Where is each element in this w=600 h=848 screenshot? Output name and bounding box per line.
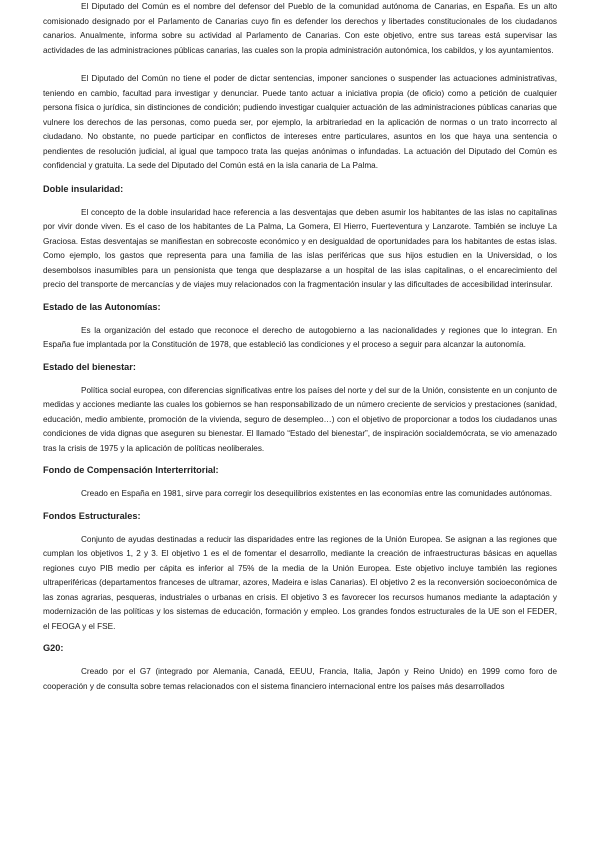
- paragraph-estado-bienestar: Política social europea, con diferencias significativas entre los países del norte y del sur de la Unión, consistente en un conjunto de medidas y acciones mediante las cuales los gobiernos se han responsabilizado de un número creciente de servicios y prestaciones (sanidad, educación, medio ambiente, promoción de la vivienda, seguro de desempleo…) con el objetivo de proporcionar a todos los ciudadanos unas condiciones de vida dignas que aseguren su bienestar. El llamado “Estado del bienestar”, de inspiración socialdemócrata, se vio amenazado tras la crisis de 1975 y la aplicación de políticas neoliberales.: [43, 385, 557, 453]
- heading-estado-bienestar: Estado del bienestar:: [43, 361, 136, 372]
- heading-g20: G20:: [43, 643, 64, 653]
- paragraph-diputado-comun: El Diputado del Común es el nombre del defensor del Pueblo de la comunidad autónoma de Canarias, en España. Es un alto comisionado designado por el Parlamento de Canarias cuyo fin es defender los derechos y libertades constitucionales de los ciudadanos canarios. Anualmente, informa sobre su actividad al Parlamento de Canarias. Con este objetivo, entre sus tareas está supervisar las actividades de las administraciones públicas canarias, las cuales son la propia administración autonómica, los cabildos, y los ayuntamientos.: [43, 2, 557, 55]
- heading-fondo-compensacion: Fondo de Compensación Interterritorial:: [43, 465, 219, 475]
- heading-fondos-estructurales: Fondos Estructurales:: [43, 510, 141, 521]
- paragraph-estado-autonomias: Es la organización del estado que reconoce el derecho de autogobierno a las nacionalidades y regiones que lo integran. En España fue implantada por la Constitución de 1978, que estableció las condiciones y el proceso a seguir para alcanzar la autonomía.: [43, 325, 557, 349]
- paragraph-fondos-estructurales: Conjunto de ayudas destinadas a reducir las disparidades entre las regiones de la Unión Europea. Se asignan a las regiones que cumplan los objetivos 1, 2 y 3. El objetivo 1 es el de fomentar el desarrollo, mediante la creación de infraestructuras básicas en aquellas regiones cuyo PIB medio per cápita es inferior al 75% de la media de la Unión Europea. Este objetivo incluye también las regiones ultraperiféricas (departamentos franceses de ultramar, azores, Madeira e islas Canarias). El objetivo 2 es la reconversión socioeconómica de las zonas agrarias, pesqueras, industriales o urbanas en crisis. El objetivo 3 es favorecer los recursos humanos mediante la adaptación y modernización de las políticas y los sistemas de educación, formación y empleo. Los grandes fondos estructurales de la UE son el FEDER, el FEOGA y el FSE.: [43, 534, 557, 631]
- paragraph-g20: Creado por el G7 (integrado por Alemania, Canadá, EEUU, Francia, Italia, Japón y Reino Unido) en 1999 como foro de cooperación y de consulta sobre temas relacionados con el sistema financiero internacional entre los países más desarrollados: [43, 667, 557, 691]
- paragraph-doble-insularidad: El concepto de la doble insularidad hace referencia a las desventajas que deben asumir los habitantes de las islas no capitalinas por vivir donde viven. Es el caso de los habitantes de La Palma, La Gomera, El Hierro, Fuerteventura y Lanzarote. También se incluye La Graciosa. Estas desventajas se manifiestan en sobrecoste económico y en desigualdad de oportunidades para los habitantes de estas islas. Como ejemplo, los gastos que representa para una familia de las islas periféricas que sus hijos estudien en la Universidad, o los desembolsos inasumibles para un pensionista que tenga que desplazarse a un hospital de las islas capitalinas, o el encarecimiento del precio del transporte de mercancías y de viajes muy relacionados con la fragmentación insular y las dificultades de accesibilidad interinsular.: [43, 207, 557, 289]
- heading-doble-insularidad: Doble insularidad:: [43, 183, 124, 194]
- paragraph-diputado-funciones: El Diputado del Común no tiene el poder de dictar sentencias, imponer sanciones o suspender las actuaciones administrativas, teniendo en cambio, facultad para investigar y denunciar. Puede tanto actuar a iniciativa propia (de oficio) como a petición de cualquier persona física o jurídica, sin distinciones de condición; pudiendo investigar cualquier actuación de las administraciones públicas canarias que vulnere los derechos de las personas, como pueda ser, por ejemplo, la arbitrariedad en la aplicación de normas o un trato incorrecto al ciudadano. No obstante, no puede participar en conflictos de intereses entre particulares, asuntos en los que haya una sentencia o pendientes de resolución judicial, al igual que tampoco trata las quejas anónimas o infundadas. La actuación del Diputado del Común es confidencial y gratuita. La sede del Diputado del Común está en la isla canaria de La Palma.: [43, 74, 557, 170]
- heading-estado-autonomias: Estado de las Autonomías:: [43, 301, 161, 312]
- paragraph-fondo-compensacion: Creado en España en 1981, sirve para corregir los desequilibrios existentes en las economías entre las comunidades autónomas.: [81, 489, 553, 498]
